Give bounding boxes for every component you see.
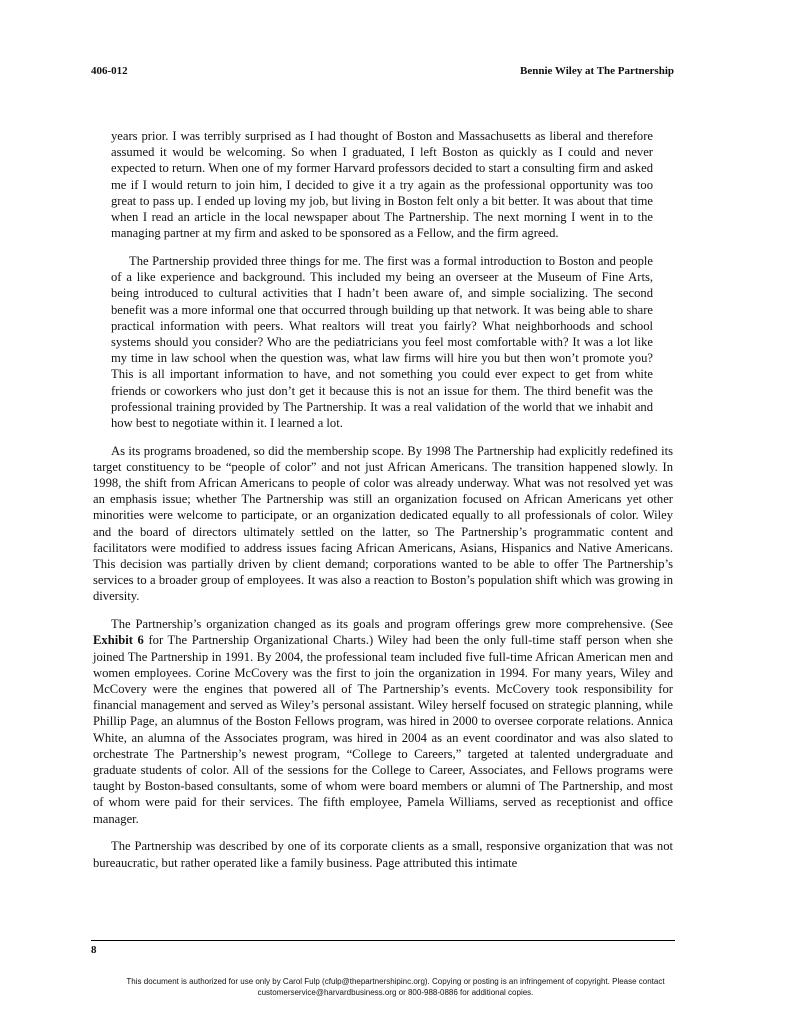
page-number: 8 (91, 944, 97, 956)
running-title: Bennie Wiley at The Partnership (519, 65, 674, 77)
footer-rule (91, 940, 675, 941)
quote-paragraph-2: The Partnership provided three things for me. The first was a formal introduction to Boston and people of a like experience and background. This included my being an overseer at the Museum of Fine Arts, being introduced to cultural activities that I hadn’t been aware of, and simple socializing. The second benefit was a more informal one that occurred through building up that network. It was being able to share practical information with peers. What realtors will treat you fairly? What neighborhoods and school systems should you consider? Who are the pediatricians you feel most comfortable with? It was a lot like my time in law school when the question was, what law firms will hire you but then won’t promote you? This is all important information to have, and not something you could ever expect to get from white friends or coworkers who just don’t get it because this is not an issue for them. The third benefit was the professional training provided by The Partnership. It was a real validation of the world that we inhabit and how best to negotiate within it. I learned a lot. (111, 253, 653, 430)
body-text (93, 128, 673, 882)
exhibit-reference: Exhibit 6 (93, 633, 144, 648)
copyright-notice (70, 977, 721, 998)
doc-number: 406-012 (91, 65, 128, 77)
quote-paragraph-1: years prior. I was terribly surprised as I had thought of Boston and Massachusetts as liberal and therefore assumed it would be welcoming. So when I graduated, I left Boston as quickly as I could and never expected to return. When one of my former Harvard professors decided to start a consulting firm and asked me if I would return to join him, I decided to give it a try again as the professional opportunity was too great to pass up. I ended up loving my job, but living in Boston felt only a bit better. It was about that time when I read an article in the local newspaper about The Partnership. The next morning I went in to the managing partner at my firm and asked to be sponsored as a Fellow, and the firm agreed. (111, 129, 653, 241)
paragraph-membership-scope: As its programs broadened, so did the membership scope. By 1998 The Partnership had explicitly redefined its target constituency to be “people of color” and not just African Americans. The transition happened slowly. In 1998, the shift from African Americans to people of color was already underway. What was not resolved yet was an emphasis issue; whether The Partnership was still an organization focused on African Americans yet other minorities were welcome to participate, or an organization dedicated equally to all professionals of color. Wiley and the board of directors ultimately settled on the latter, so The Partnership’s programmatic content and facilitators were modified to address issues facing African Americans, Asians, Hispanics and Native Americans. This decision was partially driven by client demand; corporations wanted to be able to offer The Partnership’s services to a broader group of employees. It was also a reaction to Boston’s population shift which was growing in diversity. (93, 443, 673, 604)
paragraph-organization-start: The Partnership’s organization changed as its goals and program offerings grew more comprehensive. (See (111, 617, 673, 632)
paragraph-family-business: The Partnership was described by one of its corporate clients as a small, responsive organization that was not bureaucratic, but rather operated like a family business. Page attributed this intimate (93, 839, 673, 870)
paragraph-organization-rest: for The Partnership Organizational Charts.) Wiley had been the only full-time staff person when she joined The Partnership in 1991. By 2004, the professional team included five full-time African American men and women employees. Corine McCovery was the first to join the organization in 1994. For many years, Wiley and McCovery were the engines that powered all of The Partnership’s events. McCovery took responsibility for financial management and served as Wiley’s personal assistant. Wiley herself focused on strategic planning, while Phillip Page, an alumnus of the Boston Fellows program, was hired in 2000 to oversee corporate relations. Annica White, an alumna of the Associates program, was hired in 2004 as an event coordinator and was also slated to orchestrate The Partnership’s newest program, “College to Careers,” targeted at talented undergraduate and graduate students of color. All of the sessions for the College to Career, Associates, and Fellows programs were taught by Boston-based consultants, some of whom were board members or alumni of The Partnership, and most of whom were paid for their services. The fifth employee, Pamela Williams, served as receptionist and office manager. (93, 633, 674, 826)
copyright-notice-line-1: This document is authorized for use only by Carol Fulp (cfulp@thepartnershipinc.org). Copying or posting is an infringement of copyright. Please contact (126, 977, 665, 986)
copyright-notice-line-2: customerservice@harvardbusiness.org or 800-988-0886 for additional copies. (257, 987, 534, 997)
paragraph-organization (93, 616, 673, 827)
